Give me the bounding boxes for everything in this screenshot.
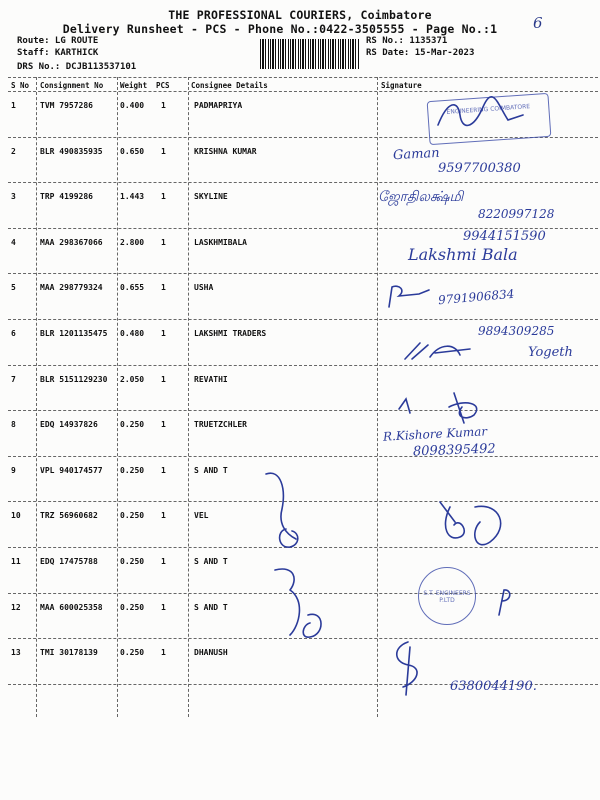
row-weight: 2.800 bbox=[120, 237, 145, 247]
row-consignment-no: EDQ 17475788 bbox=[40, 557, 98, 566]
row-sno: 11 bbox=[11, 557, 21, 566]
col-divider bbox=[188, 77, 189, 717]
col-header-signature: Signature bbox=[381, 81, 422, 90]
row-consignee: PADMAPRIYA bbox=[194, 101, 243, 110]
row-pcs: 1 bbox=[161, 237, 166, 247]
row-sno: 4 bbox=[11, 237, 16, 247]
row-sno: 12 bbox=[11, 602, 21, 612]
row-weight: 0.250 bbox=[120, 602, 145, 612]
signature-row-11-12 bbox=[270, 565, 330, 645]
route-label: Route: LG ROUTE bbox=[17, 36, 99, 46]
row-consignment-no: BLR 490835935 bbox=[40, 146, 103, 156]
name-row-4: Lakshmi Bala bbox=[408, 245, 518, 264]
signature-row-13 bbox=[388, 637, 428, 697]
row-pcs: 1 bbox=[161, 420, 166, 430]
company-seal: S.T. ENGINEERS P.LTD bbox=[418, 567, 476, 625]
runsheet-table bbox=[8, 77, 598, 717]
row-pcs: 1 bbox=[161, 374, 166, 384]
row-consignee: S AND T bbox=[194, 602, 228, 612]
row-consignee: S AND T bbox=[194, 557, 228, 566]
row-consignment-no: VPL 940174577 bbox=[40, 465, 103, 475]
phone-row-4: 9944151590 bbox=[463, 229, 546, 244]
row-sno: 7 bbox=[11, 374, 16, 384]
row-pcs: 1 bbox=[161, 146, 166, 156]
row-sno: 10 bbox=[11, 511, 21, 521]
row-sno: 6 bbox=[11, 329, 16, 338]
barcode bbox=[260, 39, 360, 69]
col-divider bbox=[377, 77, 378, 717]
row-weight: 0.250 bbox=[120, 557, 145, 566]
row-sno: 2 bbox=[11, 146, 16, 156]
row-divider bbox=[8, 365, 598, 366]
row-pcs: 1 bbox=[161, 557, 166, 566]
signature-row-3: ஜோதிலக்ஷ்மி bbox=[378, 189, 464, 205]
col-divider bbox=[117, 77, 118, 717]
row-divider bbox=[8, 182, 598, 183]
row-weight: 0.250 bbox=[120, 465, 145, 475]
row-divider bbox=[8, 77, 598, 78]
row-consignment-no: TVM 7957286 bbox=[40, 101, 93, 110]
row-sno: 9 bbox=[11, 465, 16, 475]
row-sno: 8 bbox=[11, 420, 16, 430]
col-header-pcs: PCS bbox=[156, 81, 170, 90]
signature-row-10 bbox=[430, 497, 510, 557]
row-consignment-no: TMI 30178139 bbox=[40, 648, 98, 658]
row-sno: 1 bbox=[11, 101, 16, 110]
row-consignment-no: MAA 600025358 bbox=[40, 602, 103, 612]
row-consignment-no: TRZ 56960682 bbox=[40, 511, 98, 521]
row-pcs: 1 bbox=[161, 465, 166, 475]
row-weight: 2.050 bbox=[120, 374, 145, 384]
name-row-6: Yogeth bbox=[528, 345, 573, 360]
row-consignee: TRUETZCHLER bbox=[194, 420, 247, 430]
row-weight: 0.250 bbox=[120, 648, 145, 658]
signature-row-2: Gaman bbox=[392, 145, 440, 164]
rs-date: RS Date: 15-Mar-2023 bbox=[366, 48, 475, 58]
row-consignee: REVATHI bbox=[194, 374, 228, 384]
handwritten-page-mark: 6 bbox=[533, 14, 543, 32]
row-pcs: 1 bbox=[161, 329, 166, 338]
row-pcs: 1 bbox=[161, 283, 166, 293]
row-divider bbox=[8, 91, 598, 92]
phone-row-2: 9597700380 bbox=[438, 161, 521, 176]
name-row-8: R.Kishore Kumar bbox=[382, 424, 488, 444]
row-consignment-no: TRP 4199286 bbox=[40, 192, 93, 202]
col-header-consignee: Consignee Details bbox=[191, 81, 268, 90]
col-header-consignment: Consignment No bbox=[40, 81, 104, 90]
col-header-sno: S No bbox=[11, 81, 30, 90]
row-consignee: S AND T bbox=[194, 465, 228, 475]
row-divider bbox=[8, 319, 598, 320]
row-sno: 13 bbox=[11, 648, 21, 658]
staff-label: Staff: KARTHICK bbox=[17, 48, 99, 58]
row-consignee: VEL bbox=[194, 511, 209, 521]
col-divider bbox=[36, 77, 37, 717]
row-pcs: 1 bbox=[161, 192, 166, 202]
phone-row-13: 6380044190. bbox=[450, 679, 537, 694]
row-consignee: USHA bbox=[194, 283, 214, 293]
row-consignment-no: MAA 298779324 bbox=[40, 283, 103, 293]
row-sno: 3 bbox=[11, 192, 16, 202]
row-pcs: 1 bbox=[161, 511, 166, 521]
row-weight: 0.250 bbox=[120, 420, 145, 430]
row-consignee: DHANUSH bbox=[194, 648, 228, 658]
runsheet-subtitle: Delivery Runsheet - PCS - Phone No.:0422-3505555 - Page No.:1 bbox=[62, 22, 498, 36]
drs-number: DRS No.: DCJB113537101 bbox=[17, 62, 137, 72]
delivery-stamp: ENGINEERING COIMBATORE bbox=[427, 93, 552, 145]
row-divider bbox=[8, 273, 598, 274]
signature-row-1 bbox=[428, 95, 528, 135]
phone-row-6: 9894309285 bbox=[478, 324, 555, 338]
rs-number: RS No.: 1135371 bbox=[366, 36, 448, 46]
signature-row-7 bbox=[394, 389, 504, 425]
row-pcs: 1 bbox=[161, 101, 166, 110]
phone-row-5: 9791906834 bbox=[437, 286, 515, 308]
row-weight: 0.250 bbox=[120, 511, 145, 521]
row-weight: 1.443 bbox=[120, 192, 145, 202]
row-consignee: SKYLINE bbox=[194, 192, 228, 202]
row-pcs: 1 bbox=[161, 602, 166, 612]
signature-row-12 bbox=[496, 587, 516, 617]
row-consignee: LASKHMIBALA bbox=[194, 237, 247, 247]
row-weight: 0.400 bbox=[120, 101, 145, 110]
row-consignment-no: BLR 5151129230 bbox=[40, 374, 108, 384]
row-weight: 0.650 bbox=[120, 146, 145, 156]
row-consignee: KRISHNA KUMAR bbox=[194, 146, 257, 156]
signature-row-9-10 bbox=[256, 469, 306, 559]
row-consignment-no: MAA 298367066 bbox=[40, 237, 103, 247]
phone-row-8: 8098395492 bbox=[412, 441, 496, 460]
company-title: THE PROFESSIONAL COURIERS, Coimbatore bbox=[168, 8, 432, 22]
row-divider bbox=[8, 410, 598, 411]
row-consignee: LAKSHMI TRADERS bbox=[194, 329, 267, 338]
signature-row-6 bbox=[400, 339, 480, 365]
phone-row-3: 8220997128 bbox=[478, 207, 555, 221]
col-header-weight: Weight bbox=[120, 81, 148, 90]
row-pcs: 1 bbox=[161, 648, 166, 658]
row-sno: 5 bbox=[11, 283, 16, 293]
row-divider bbox=[8, 456, 598, 457]
row-consignment-no: BLR 1201135475 bbox=[40, 329, 108, 338]
row-consignment-no: EDQ 14937826 bbox=[40, 420, 98, 430]
signature-row-5 bbox=[384, 282, 434, 312]
row-weight: 0.655 bbox=[120, 283, 145, 293]
row-weight: 0.480 bbox=[120, 329, 145, 338]
